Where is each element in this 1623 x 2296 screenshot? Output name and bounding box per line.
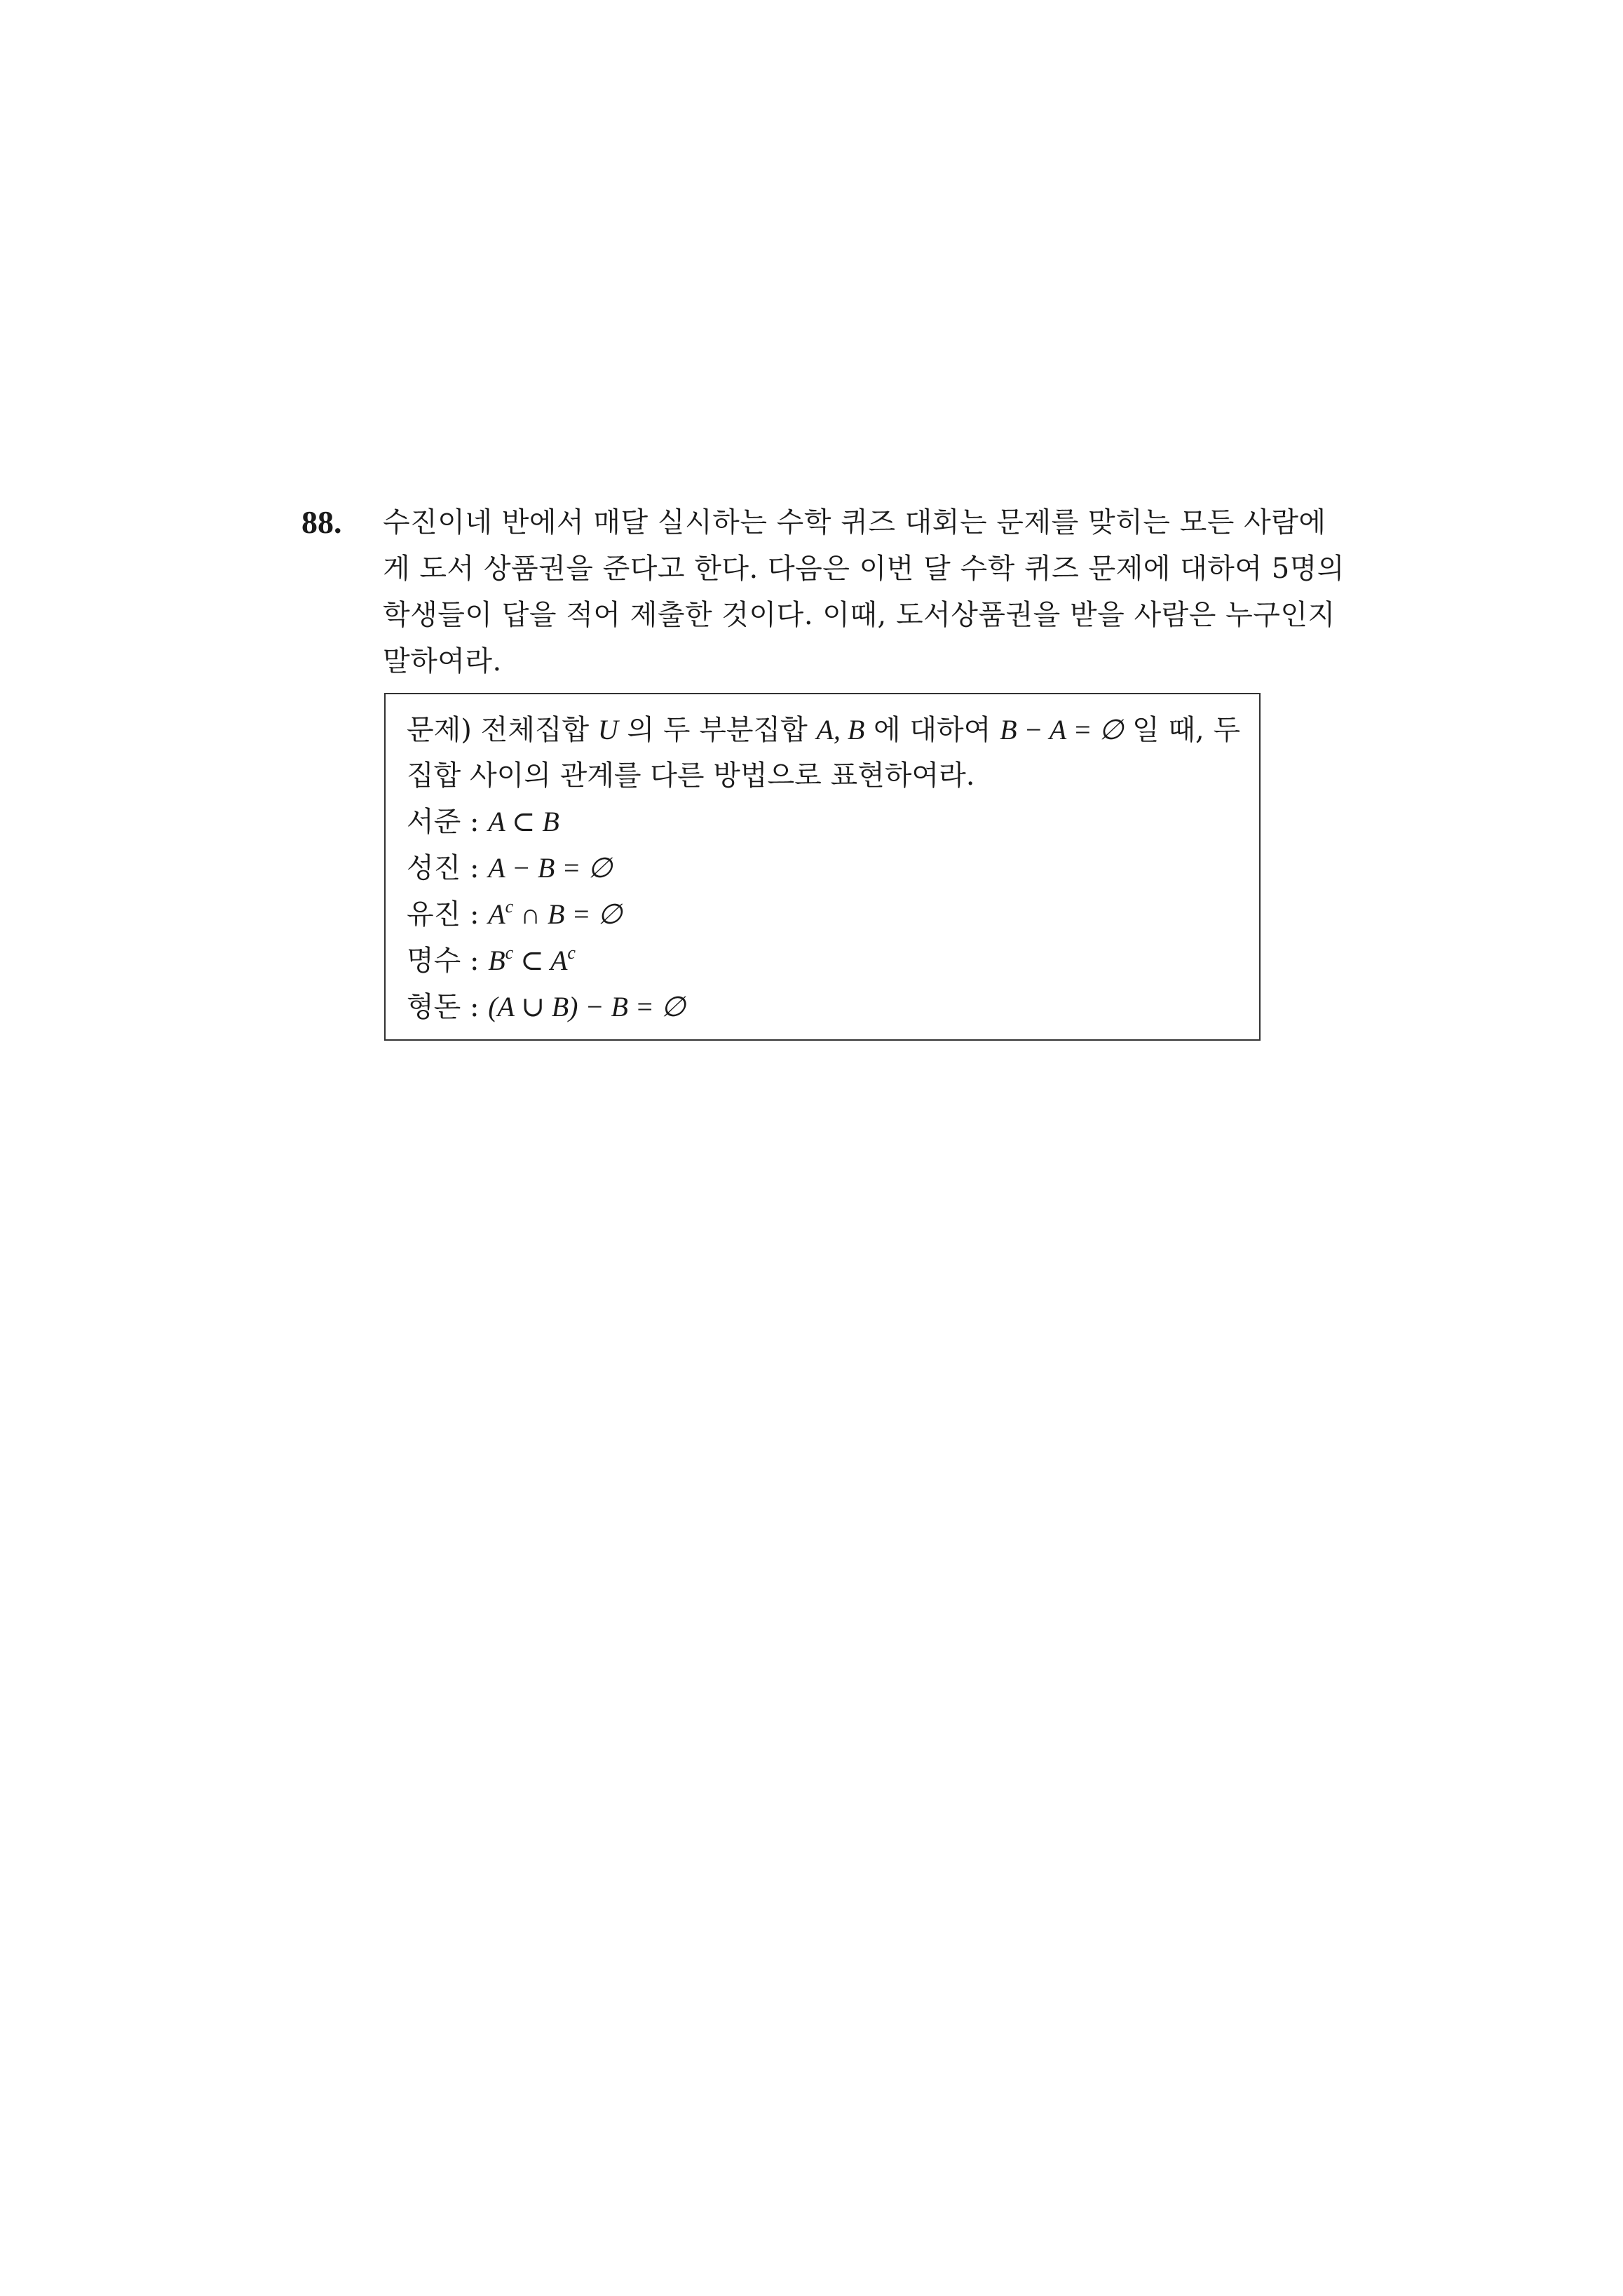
question-line-1: [407, 707, 1240, 753]
expr-part: ⊂ A: [513, 945, 568, 976]
student-name: 서준 :: [407, 806, 489, 838]
answer-expr: [488, 945, 576, 976]
set-U: U: [597, 714, 618, 745]
complement-sup: c: [505, 896, 514, 917]
answer-yujin: [407, 891, 1240, 938]
answer-seojun: [407, 799, 1240, 845]
student-name: 명수 :: [407, 945, 489, 977]
answer-expr: [488, 898, 622, 930]
complement-sup: c: [567, 943, 576, 963]
question-text: 에 대하여: [864, 714, 1000, 746]
answer-expr: (A ∪ B) − B = ∅: [488, 991, 686, 1022]
question-text: 일 때, 두: [1123, 714, 1241, 746]
student-name: 성진 :: [407, 852, 489, 884]
answer-hyeongdon: [407, 984, 1240, 1030]
question-line-2: 집합 사이의 관계를 다른 방법으로 표현하여라.: [407, 759, 975, 792]
expr-part: ∩ B = ∅: [513, 898, 623, 930]
question-text: 의 두 부분집합: [618, 714, 817, 746]
problem-text-line: 학생들이 답을 적어 제출한 것이다. 이때, 도서상품권을 받을 사람은 누구인지: [383, 599, 1336, 631]
expr-part: B: [488, 945, 505, 976]
answer-expr: A − B = ∅: [488, 852, 613, 884]
question-text: 문제) 전체집합: [407, 714, 598, 746]
answer-myeongsu: [407, 938, 1240, 984]
sets-AB: A, B: [816, 714, 865, 745]
answer-expr: A ⊂ B: [488, 806, 559, 837]
problem-number: 88.: [301, 504, 342, 540]
problem-text: [383, 499, 1345, 684]
student-name: 유진 :: [407, 898, 489, 931]
student-name: 형돈 :: [407, 991, 489, 1023]
answer-seongjin: [407, 845, 1240, 891]
condition-expr: B − A = ∅: [1000, 714, 1124, 745]
complement-sup: c: [505, 943, 514, 963]
problem-text-line: 말하여라.: [383, 645, 502, 677]
problem-text-line: 게 도서 상품권을 준다고 한다. 다음은 이번 달 수학 퀴즈 문제에 대하여 5명의: [383, 553, 1345, 585]
expr-part: A: [488, 898, 505, 930]
answer-box: [384, 693, 1261, 1041]
problem-text-line: 수진이네 반에서 매달 실시하는 수학 퀴즈 대회는 문제를 맞히는 모든 사람에: [383, 506, 1326, 539]
